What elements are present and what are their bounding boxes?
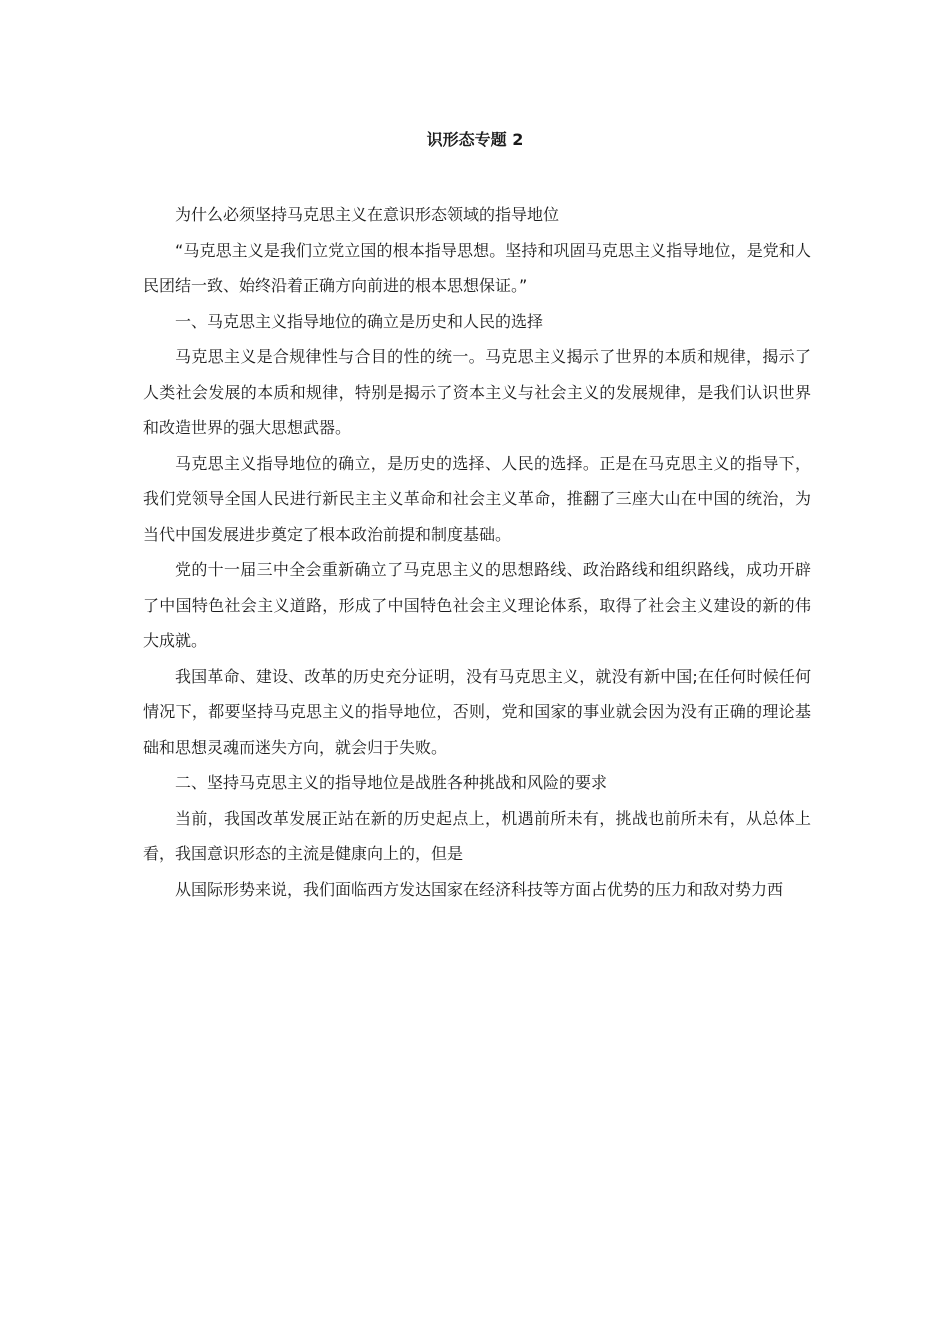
paragraph-question-heading: 为什么必须坚持马克思主义在意识形态领域的指导地位 xyxy=(175,205,560,224)
paragraph-quote: “马克思主义是我们立党立国的根本指导思想。坚持和巩固马克思主义指导地位，是党和人民团结一致、始终沿着正确方向前进的根本思想保证。” xyxy=(143,240,811,295)
section-heading-two: 二、坚持马克思主义的指导地位是战胜各种挑战和风险的要求 xyxy=(175,773,608,792)
document-body xyxy=(143,197,811,907)
paragraph: 当前，我国改革发展正站在新的历史起点上，机遇前所未有，挑战也前所未有，从总体上看，我国意识形态的主流是健康向上的，但是 xyxy=(143,808,811,863)
paragraph: 党的十一届三中全会重新确立了马克思主义的思想路线、政治路线和组织路线，成功开辟了中国特色社会主义道路，形成了中国特色社会主义理论体系，取得了社会主义建设的新的伟大成就。 xyxy=(143,560,811,650)
paragraph: 马克思主义指导地位的确立，是历史的选择、人民的选择。正是在马克思主义的指导下， 我们党领导全国人民进行新民主主义革命和社会主义革命，推翻了三座大山在中国的统治，为当代中国发展进步奠定了根本政治前提和制度基础。 xyxy=(143,453,811,544)
section-heading-one: 一、马克思主义指导地位的确立是历史和人民的选择 xyxy=(175,311,544,331)
document-title: 识形态专题 2 xyxy=(426,130,524,149)
paragraph: 我国革命、建设、改革的历史充分证明，没有马克思主义，就没有新中国;在任何时候任何情况下，都要坚持马克思主义的指导地位，否则，党和国家的事业就会因为没有正确的理论基础和思想灵魂而迷失方向，就会归于失败。 xyxy=(143,666,811,757)
paragraph: 从国际形势来说，我们面临西方发达国家在经济科技等方面占优势的压力和敌对势力西 xyxy=(175,879,784,899)
paragraph: 马克思主义是合规律性与合目的性的统一。马克思主义揭示了世界的本质和规律，揭示了人类社会发展的本质和规律，特别是揭示了资本主义与社会主义的发展规律，是我们认识世界和改造世界的强大思想武器。 xyxy=(143,347,811,437)
